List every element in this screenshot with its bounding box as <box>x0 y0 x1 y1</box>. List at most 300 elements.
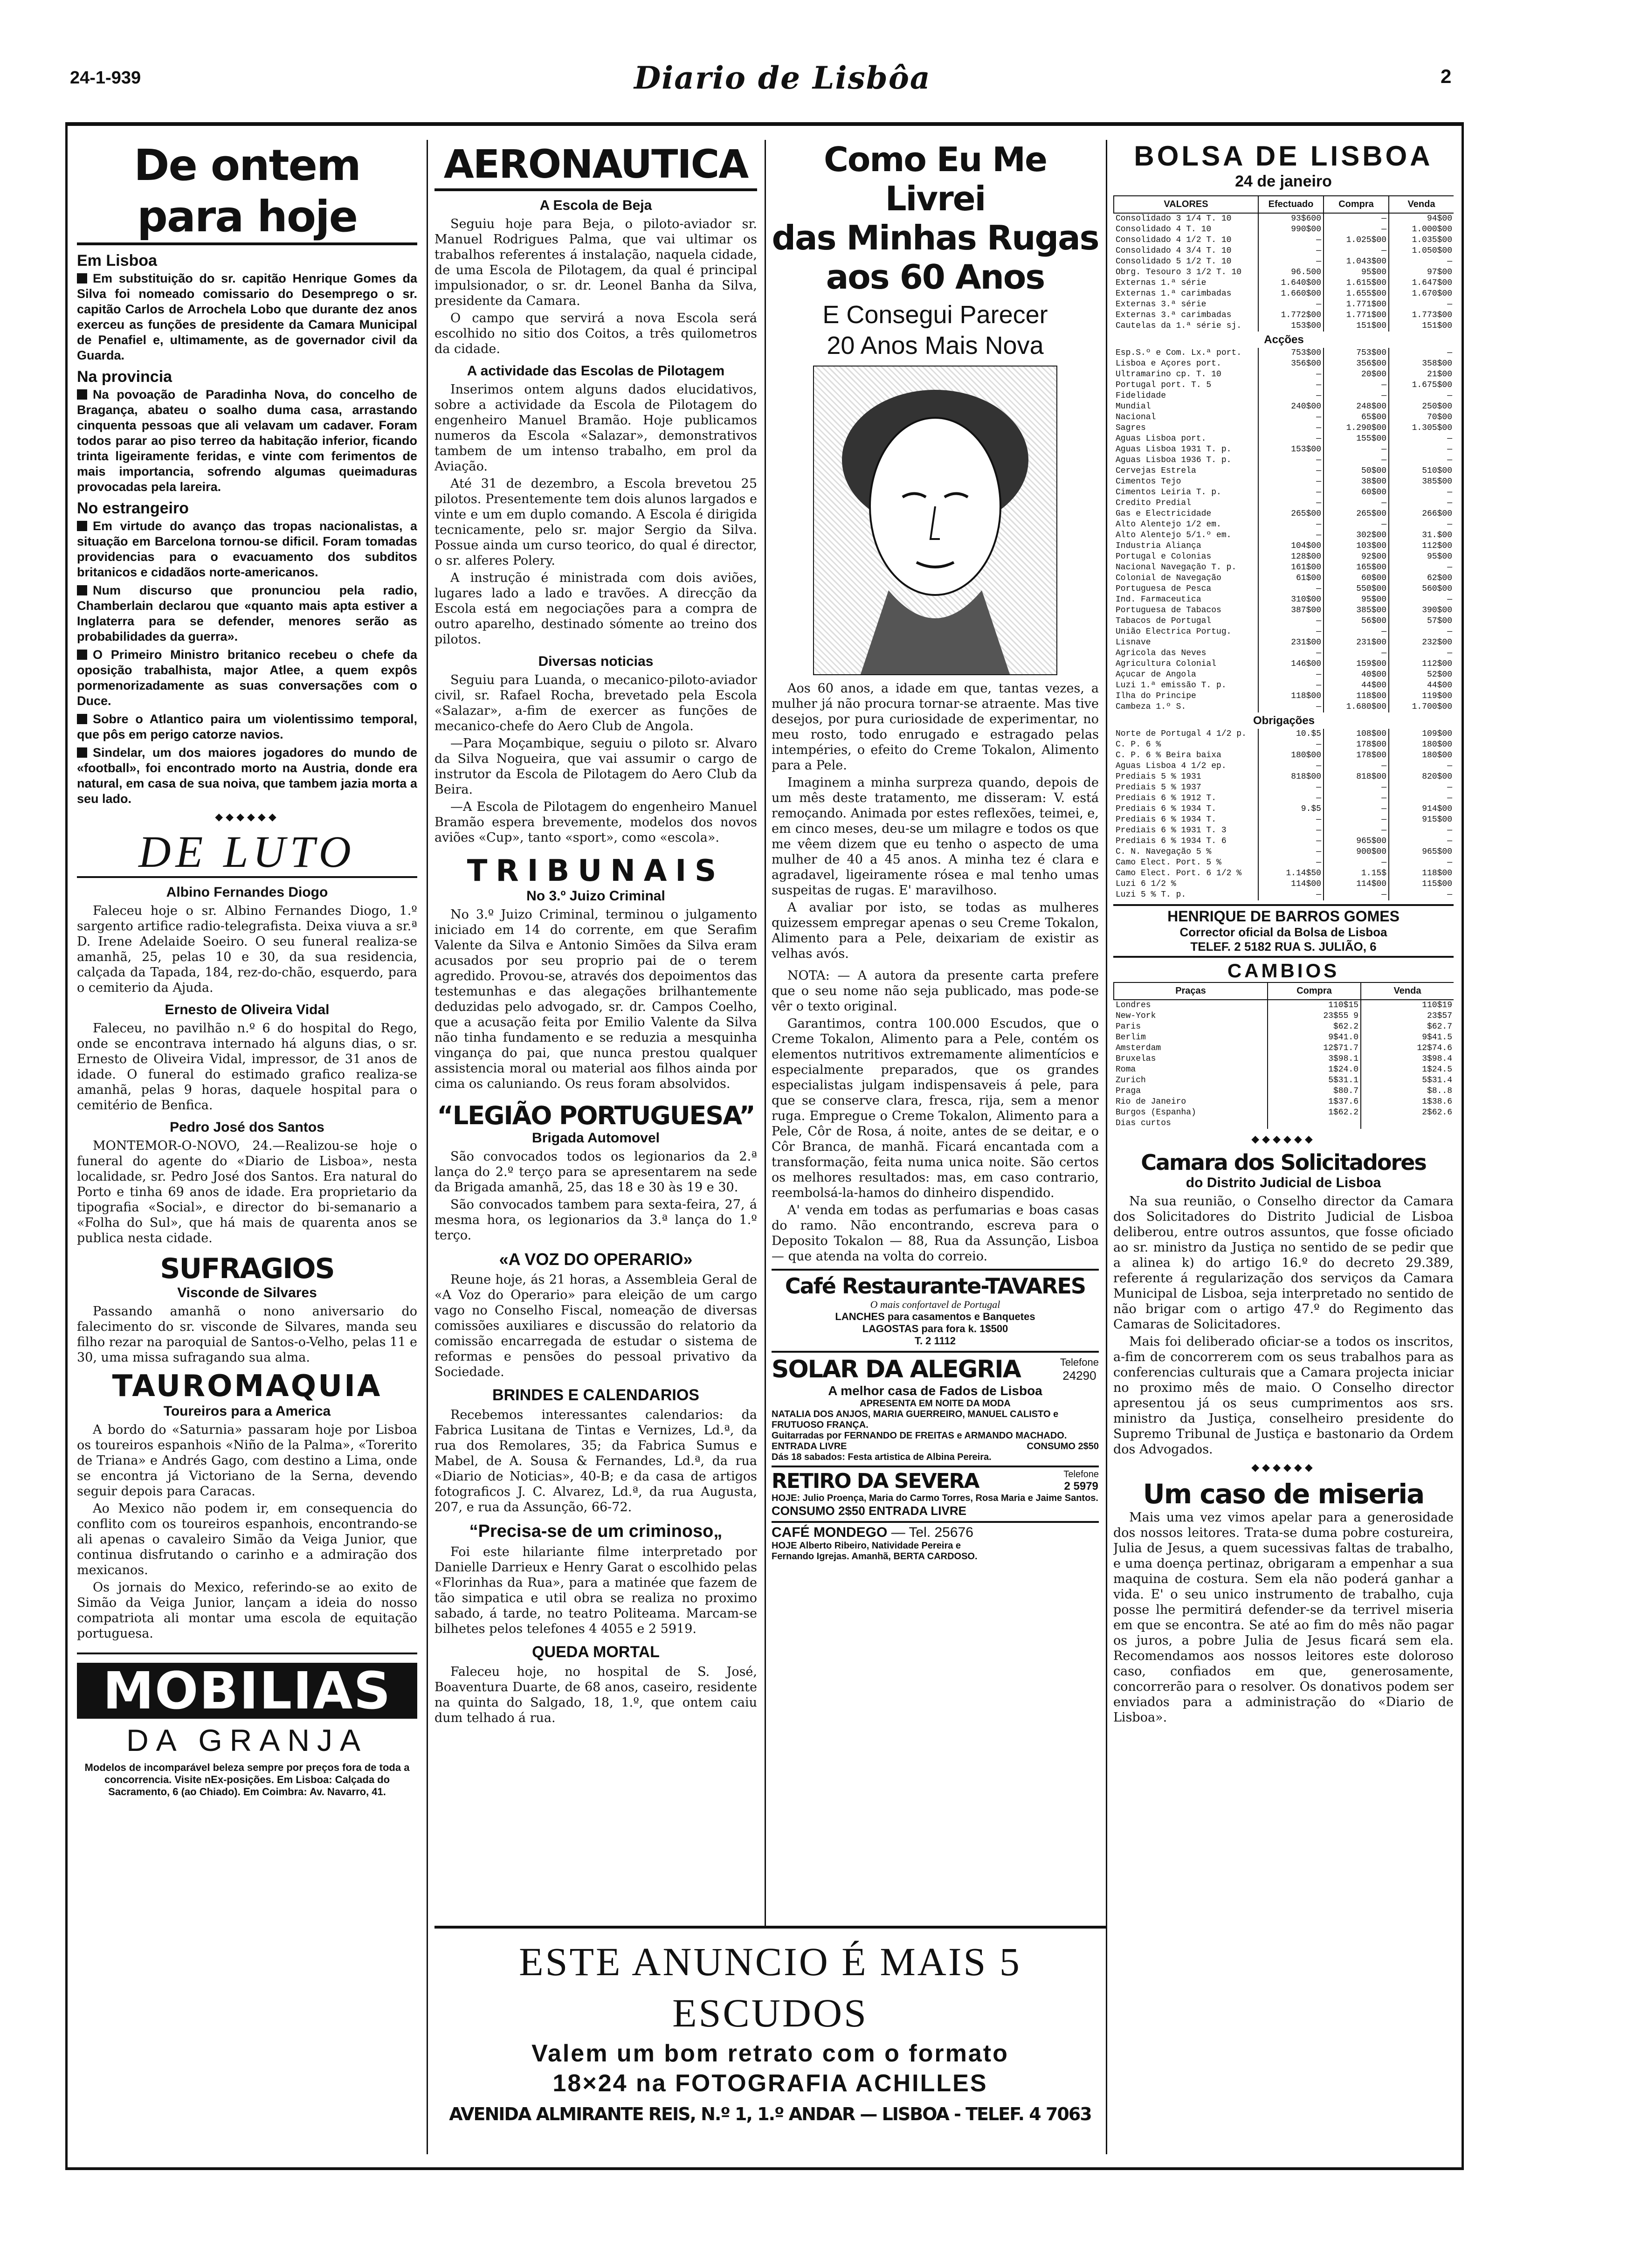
security-name: Zurich <box>1116 1076 1146 1085</box>
security-name: Consolidado 3 1/4 T. 10 <box>1116 214 1232 223</box>
quote-value: — <box>1258 670 1324 680</box>
solicitadores-title: Camara dos Solicitadores <box>1141 1150 1426 1175</box>
quote-value: 178$00 <box>1324 750 1389 761</box>
table-row <box>1114 804 1454 815</box>
quote-value: 356$00 <box>1258 359 1324 369</box>
quote-value: — <box>1258 648 1324 659</box>
quote-value: — <box>1258 455 1324 466</box>
quote-value: 1.615$00 <box>1324 278 1389 289</box>
security-name: New-York <box>1116 1011 1156 1021</box>
bottom-rule <box>65 2167 1464 2170</box>
article-text: —Para Moçambique, seguiu o piloto sr. Alvaro da Silva Nogueira, que vai assumir o cargo de instrutor da Escola de Pilotagem do Aero Club da Beira. <box>434 736 757 797</box>
quote-value: 753$00 <box>1258 348 1324 359</box>
security-name: Paris <box>1116 1022 1141 1031</box>
criminoso-text: Foi este hilariante filme interpretado por Danielle Darrieux e Henry Garat o escolhido pelas «Florinhas da Rua», para a matinée que fazem de tão simpatica e util obra se realiza no proximo sabado, á tarde, no teatro Politeama. Marcam-se bilhetes pelos telefones 4 4055 e 2 5919. <box>434 1545 757 1636</box>
security-name: C. P. 6 % Beira baixa <box>1116 751 1221 760</box>
subhead-diversas: Diversas noticias <box>538 654 654 669</box>
security-name: Alto Alentejo 1/2 em. <box>1116 520 1221 529</box>
quote-value: 165$00 <box>1324 562 1389 573</box>
table-row <box>1114 369 1454 380</box>
article-text: Até 31 de dezembro, a Escola brevetou 25 pilotos. Presentemente tem dois alunos largados e vinte e um em duplo comando. A Escola é dirigida tecnicamente, pelo sr. major Sergio da Silva. Possue ainda um curso teorico, do qual é director, o sr. alferes Polery. <box>434 477 757 568</box>
security-name: Externas 1.ª carimbadas <box>1116 289 1232 298</box>
security-name: Credito Predial <box>1116 498 1192 508</box>
quote-value: — <box>1258 825 1324 836</box>
table-row <box>1114 267 1454 278</box>
banner-line-2: Valem um bom retrato com o formato <box>531 2040 1009 2067</box>
subhead-lisboa: Em Lisboa <box>77 252 157 270</box>
quote-value: 12$74.6 <box>1361 1043 1454 1054</box>
quote-value: 118$00 <box>1389 868 1454 879</box>
security-name: Burgos (Espanha) <box>1116 1108 1196 1117</box>
security-name: Luzi 5 % T. p. <box>1116 890 1186 899</box>
quote-value: 110$19 <box>1361 1000 1454 1011</box>
quote-value: — <box>1389 761 1454 772</box>
quote-value: — <box>1389 836 1454 847</box>
section-title-ontem: De ontem para hoje <box>77 140 417 245</box>
security-name: Norte de Portugal 4 1/2 p. <box>1116 729 1247 739</box>
quote-value: 109$00 <box>1389 729 1454 740</box>
quote-value: 914$00 <box>1389 804 1454 815</box>
luto-title: DE LUTO <box>77 828 417 878</box>
quote-value: — <box>1258 466 1324 477</box>
quote-value: 161$00 <box>1258 562 1324 573</box>
table-row <box>1114 562 1454 573</box>
quote-value: — <box>1324 246 1389 256</box>
tribunais-title: TRIBUNAIS <box>467 854 725 888</box>
quote-value: — <box>1258 246 1324 256</box>
security-name: Prediais 6 % 1934 T. <box>1116 815 1217 824</box>
quote-value: $80.7 <box>1268 1086 1361 1097</box>
quote-value: 60$00 <box>1324 487 1389 498</box>
security-name: Nacional <box>1116 413 1156 422</box>
quote-value: — <box>1258 519 1324 530</box>
quote-value: — <box>1389 595 1454 605</box>
table-row <box>1114 782 1454 793</box>
quote-value: 155$00 <box>1324 434 1389 444</box>
table-row <box>1114 423 1454 434</box>
col-header: VALORES <box>1114 196 1258 213</box>
quote-value: 1.647$00 <box>1389 278 1454 289</box>
security-name: C. P. 6 % <box>1116 740 1161 749</box>
quote-value: — <box>1258 836 1324 847</box>
quote-value: 1.772$00 <box>1258 310 1324 321</box>
security-name: Mundial <box>1116 402 1151 411</box>
left-rule <box>65 122 68 2169</box>
col-divider-1 <box>427 140 428 2154</box>
tavares-subtitle: O mais confortavel de Portugal <box>870 1299 1000 1310</box>
banner-line-3: 18×24 na FOTOGRAFIA ACHILLES <box>552 2070 988 2097</box>
security-name: Fidelidade <box>1116 391 1166 401</box>
cambios-table <box>1113 982 1454 1129</box>
table-row <box>1114 552 1454 562</box>
column-2 <box>434 140 757 1916</box>
table-row <box>1114 573 1454 584</box>
quote-value: 151$00 <box>1324 321 1389 332</box>
quote-value: $62.2 <box>1268 1022 1361 1032</box>
quote-value: 31.$00 <box>1389 530 1454 541</box>
table-row <box>1114 793 1454 804</box>
col-header: Compra <box>1324 196 1389 213</box>
quote-value: 231$00 <box>1258 637 1324 648</box>
quote-value: — <box>1258 857 1324 868</box>
obituary-text: Faleceu hoje o sr. Albino Fernandes Diogo, 1.º sargento artifice radio-telegrafista. Deixa viuva a sr.ª D. Irene Adelaide Soeiro. O seu funeral realiza-se amanhã, 25, pelas 10 e 30, da sua residencia, calçada da Tapada, 184, rez-do-chão, esquerdo, para o cemiterio da Ajuda. <box>77 904 417 995</box>
table-row <box>1114 213 1454 224</box>
quote-value: — <box>1389 627 1454 637</box>
quote-value: — <box>1258 740 1324 750</box>
quote-value: 70$00 <box>1389 412 1454 423</box>
quote-value: 151$00 <box>1389 321 1454 332</box>
quote-value: — <box>1324 444 1389 455</box>
quote-value: 12$71.7 <box>1268 1043 1361 1054</box>
table-row <box>1114 310 1454 321</box>
bolsa-title: BOLSA DE LISBOA <box>1134 140 1433 172</box>
quote-value: 114$00 <box>1324 879 1389 890</box>
security-name: Cervejas Estrela <box>1116 466 1196 476</box>
quote-value: — <box>1389 648 1454 659</box>
quote-value: — <box>1389 519 1454 530</box>
table-row <box>1114 321 1454 332</box>
quote-value: 1.050$00 <box>1389 246 1454 256</box>
quote-value: 103$00 <box>1324 541 1389 552</box>
security-name: Consolidado 4 T. 10 <box>1116 225 1212 234</box>
quote-value: 118$00 <box>1258 691 1324 702</box>
table-row <box>1114 648 1454 659</box>
table-row <box>1114 1075 1454 1086</box>
table-row <box>1114 401 1454 412</box>
quote-value: — <box>1258 815 1324 825</box>
quote-value: 5$31.4 <box>1361 1075 1454 1086</box>
quote-value: 1$24.0 <box>1268 1065 1361 1075</box>
solar-line: Dás 18 sabados: Festa artistica de Albina Pereira. <box>772 1452 992 1462</box>
quote-value: 119$00 <box>1389 691 1454 702</box>
quote-value: 385$00 <box>1389 477 1454 487</box>
quote-value: 97$00 <box>1389 267 1454 278</box>
table-row <box>1114 761 1454 772</box>
quote-value: — <box>1324 391 1389 401</box>
table-row <box>1114 434 1454 444</box>
quote-value: — <box>1258 616 1324 627</box>
quote-value: — <box>1389 498 1454 509</box>
table-row <box>1114 1097 1454 1107</box>
quote-value: — <box>1389 444 1454 455</box>
table-row <box>1114 380 1454 391</box>
table-row <box>1114 224 1454 235</box>
barros-name: HENRIQUE DE BARROS GOMES <box>1167 908 1400 925</box>
page-date: 24-1-939 <box>70 68 141 88</box>
security-name: Prediais 6 % 1931 T. 3 <box>1116 826 1227 835</box>
quote-value: 240$00 <box>1258 401 1324 412</box>
woman-portrait <box>813 366 1057 675</box>
security-name: Consolidado 4 1/2 T. 10 <box>1116 235 1232 245</box>
quote-value: — <box>1389 825 1454 836</box>
table-row <box>1114 477 1454 487</box>
quote-value: — <box>1258 299 1324 310</box>
quote-value: 266$00 <box>1389 509 1454 519</box>
col-header: Efectuado <box>1258 196 1324 213</box>
quote-value: 95$00 <box>1324 595 1389 605</box>
quote-value: 1$24.5 <box>1361 1065 1454 1075</box>
news-item: Num discurso que pronunciou pela radio, Chamberlain declarou que «quanto mais apta estiver a Inglaterra para se defender, menores serão as probabilidades da guerra». <box>77 583 417 643</box>
quote-value: — <box>1258 434 1324 444</box>
security-name: Ind. Farmaceutica <box>1116 595 1201 604</box>
subheadline-line: E Consegui Parecer <box>822 301 1048 329</box>
tokalon-text: A' venda em todas as perfumarias e boas casas do ramo. Não encontrando, escreva para o Deposito Tokalon — 88, Rua da Assunção, Lisboa — que atenda na volta do correio. <box>772 1203 1099 1264</box>
quote-value: — <box>1389 256 1454 267</box>
quote-value: 310$00 <box>1258 595 1324 605</box>
subhead-provincia: Na provincia <box>77 368 172 386</box>
table-row <box>1114 359 1454 369</box>
security-name: Externas 3.ª série <box>1116 300 1207 309</box>
quote-value: 1.660$00 <box>1258 289 1324 299</box>
top-rule <box>65 122 1464 126</box>
table-row <box>1114 670 1454 680</box>
quote-value: 128$00 <box>1258 552 1324 562</box>
quote-value: 358$00 <box>1389 359 1454 369</box>
table-row <box>1114 750 1454 761</box>
tauromaquia-subtitle: Toureiros para a America <box>163 1404 331 1419</box>
quote-value: 118$00 <box>1324 691 1389 702</box>
obituary-name: Albino Fernandes Diogo <box>166 885 328 900</box>
quote-value: 990$00 <box>1258 224 1324 235</box>
col-header: Praças <box>1114 982 1268 1000</box>
aeronautica-title: AERONAUTICA <box>434 140 757 191</box>
accoes-label: Acções <box>1264 333 1304 346</box>
mondego-phone: — Tel. 25676 <box>891 1525 973 1540</box>
quote-value: — <box>1324 213 1389 224</box>
table-row <box>1114 509 1454 519</box>
quote-value: 550$00 <box>1324 584 1389 595</box>
legiao-text: São convocados todos os legionarios da 2.ª lança do 2.º terço para se apresentarem na sede da Brigada amanhã, 25, das 18 e 30 às 19 e 30. <box>434 1149 757 1195</box>
quote-value: 112$00 <box>1389 659 1454 670</box>
quote-value: 21$00 <box>1389 369 1454 380</box>
table-row <box>1114 348 1454 359</box>
quote-value: 231$00 <box>1324 637 1389 648</box>
quote-value: 1$38.6 <box>1361 1097 1454 1107</box>
solicitadores-text: Na sua reunião, o Conselho director da Camara dos Solicitadores do Distrito Judicial de Lisboa deliberou, entre outros assuntos, que fosse oficiado ao sr. ministro da Justiça no sentido de se pedir que a alinea k) do artigo 16.º do decreto 29.389, referente á regularização dos serviços da Camara Municipal de Lisboa, seja interpretado no sentido de não brigar com o artigo 47.º do Regimento das Camaras de Solicitadores. <box>1113 1194 1454 1332</box>
quote-value: — <box>1389 487 1454 498</box>
retiro-line: CONSUMO 2$50 ENTRADA LIVRE <box>772 1504 966 1518</box>
solar-entrada: ENTRADA LIVRE <box>772 1441 847 1452</box>
quote-value: — <box>1389 562 1454 573</box>
mondego-line: Fernando Igrejas. Amanhã, BERTA CARDOSO. <box>772 1551 978 1562</box>
solicitadores-subtitle: do Distrito Judicial de Lisboa <box>1186 1175 1381 1190</box>
quote-value: 115$00 <box>1389 879 1454 890</box>
security-name: Cimentos Leiria T. p. <box>1116 488 1221 497</box>
tavares-line: LANCHES para casamentos e Banquetes <box>835 1311 1035 1322</box>
security-name: Esp.S.º e Com. Lx.ª port. <box>1116 348 1242 358</box>
quote-value: — <box>1258 890 1324 900</box>
right-rule <box>1462 122 1464 2169</box>
table-row <box>1114 412 1454 423</box>
solar-title: SOLAR DA ALEGRIA <box>772 1355 1020 1383</box>
retiro-ad <box>772 1466 1099 1518</box>
quote-value: — <box>1324 857 1389 868</box>
table-row <box>1114 815 1454 825</box>
table-row <box>1114 740 1454 750</box>
mondego-line: HOJE Alberto Ribeiro, Natividade Pereira e <box>772 1541 961 1551</box>
solar-line: NATALIA DOS ANJOS, MARIA GUERREIRO, MANUEL CALISTO e FRUTUOSO FRANÇA. <box>772 1409 1059 1430</box>
obrigacoes-label: Obrigações <box>1253 714 1315 727</box>
table-row <box>1114 890 1454 900</box>
tokalon-nota: NOTA: — A autora da presente carta prefere que o seu nome não seja publicado, mas pode-se vêr o texto original. <box>772 968 1099 1014</box>
mobilias-subtitle: DA GRANJA <box>126 1723 368 1757</box>
security-name: Lisboa e Açores port. <box>1116 359 1221 368</box>
quote-value: 1.680$00 <box>1324 702 1389 712</box>
tokalon-text: A avaliar por isto, se todas as mulheres quizessem empregar apenas o seu Creme Tokalon, Alimento para a Pele, deixariam de existir as velhas avós. <box>772 900 1099 961</box>
obituary-name: Ernesto de Oliveira Vidal <box>165 1002 330 1017</box>
quote-value: $8..8 <box>1361 1086 1454 1097</box>
quote-value: 390$00 <box>1389 605 1454 616</box>
headline-line: Como Eu Me Livrei <box>824 140 1047 218</box>
security-name: Portuguesa de Pesca <box>1116 584 1212 594</box>
quote-value: 10.$5 <box>1258 729 1324 740</box>
security-name: Obrg. Tesouro 3 1/2 T. 10 <box>1116 268 1242 277</box>
solar-line: APRESENTA EM NOITE DA MODA <box>860 1398 1011 1409</box>
security-name: Externas 3.ª carimbadas <box>1116 311 1232 320</box>
quote-value: 1.043$00 <box>1324 256 1389 267</box>
quote-value: 104$00 <box>1258 541 1324 552</box>
security-name: Alto Alentejo 5/1.º em. <box>1116 531 1232 540</box>
tavares-line: LAGOSTAS para fora k. 1$500 <box>862 1323 1008 1335</box>
banner-line-4: AVENIDA ALMIRANTE REIS, N.º 1, 1.º ANDAR — LISBOA - TELEF. 4 7063 <box>449 2104 1091 2124</box>
quote-value: 818$00 <box>1324 772 1389 782</box>
quote-value: 250$00 <box>1389 401 1454 412</box>
quote-value: — <box>1258 235 1324 246</box>
table-row <box>1114 256 1454 267</box>
quote-value: — <box>1258 391 1324 401</box>
quote-value: 1$37.6 <box>1268 1097 1361 1107</box>
tokalon-headline <box>772 140 1099 297</box>
table-row <box>1114 530 1454 541</box>
quote-value: 3$98.4 <box>1361 1054 1454 1065</box>
table-row <box>1114 847 1454 857</box>
tauromaquia-text: A bordo do «Saturnia» passaram hoje por Lisboa os toureiros espanhois «Niño de la Palma», «Torerito de Triana» e Andrés Gago, com destino a Lima, onde se encontra já Victoriano de la Serna, devendo seguir depois para Caracas. <box>77 1423 417 1499</box>
quote-value: 61$00 <box>1258 573 1324 584</box>
column-1 <box>77 140 417 2159</box>
table-row <box>1114 857 1454 868</box>
quote-value: 5$31.1 <box>1268 1075 1361 1086</box>
quote-value: 110$15 <box>1268 1000 1361 1011</box>
table-row <box>1114 1086 1454 1097</box>
legiao-subtitle: Brigada Automovel <box>532 1130 660 1146</box>
security-name: Aguas Lisboa 1931 T. p. <box>1116 445 1232 454</box>
tokalon-text: Imaginem a minha surpreza quando, depois de um mês deste tratamento, me disseram: V. está remoçando. Animada por estes reflexões, teimei, e, em cinco meses, deu-se um milagre e todos os que me vêem dizem que eu tenho o aspecto de uma mulher de 40 a 45 anos. A minha tez é clara e agradavel, ligeiramente rósea e mal tenho umas suspeitas de rugas. E' maravilhoso. <box>772 775 1099 898</box>
col-header: Venda <box>1389 196 1454 213</box>
cambios-extra: Dias curtos <box>1116 1119 1171 1128</box>
quote-value: — <box>1258 680 1324 691</box>
quote-value: 93$600 <box>1258 213 1324 224</box>
news-item: Na povoação de Paradinha Nova, do concelho de Bragança, abateu o soalho duma casa, arrastando cinquenta pessoas que ali velavam um cadaver. Foram todos parar ao piso terreo da habitação inferior, ficando trinta ligeiramente feridas, e vinte com ferimentos de mais importancia, sofrendo algumas queimaduras provocadas pela lareira. <box>77 387 417 494</box>
security-name: Prediais 6 % 1934 T. 6 <box>1116 837 1227 846</box>
table-row <box>1114 498 1454 509</box>
quote-value: 65$00 <box>1324 412 1389 423</box>
quote-value: 114$00 <box>1258 879 1324 890</box>
security-name: Camo Elect. Port. 6 1/2 % <box>1116 869 1242 878</box>
quote-value: 387$00 <box>1258 605 1324 616</box>
quote-value: — <box>1258 627 1324 637</box>
tribunais-subtitle: No 3.º Juizo Criminal <box>526 888 665 904</box>
mobilias-text: Modelos de incomparável beleza sempre por preços fora de toda a concorrencia. Visite nEx-posições. Em Lisboa: Calçada do Sacramento, 6 (ao Chiado). Em Coimbra: Av. Navarro, 41. <box>84 1762 410 1798</box>
table-row <box>1114 772 1454 782</box>
sufragios-title: SUFRAGIOS <box>160 1252 334 1285</box>
security-name: Sagres <box>1116 423 1146 433</box>
article-text: Inserimos ontem alguns dados elucidativos, sobre a actividade da Escola de Pilotagem do engenheiro Manuel Bramão. Hoje publicamos numeros da Escola «Salazar», demonstrativos tambem de um intenso trabalho, em prol da Aviação. <box>434 382 757 474</box>
table-row <box>1114 391 1454 401</box>
security-name: Bruxelas <box>1116 1054 1156 1064</box>
quote-value: $62.7 <box>1361 1022 1454 1032</box>
article-text: Seguiu hoje para Beja, o piloto-aviador sr. Manuel Rodrigues Palma, que vai ultimar os trabalhos referentes á instalação, naquela cidade, de uma Escola de Pilotagem, da qual é principal impulsionador, o sr. dr. Leonel Banha da Silva, presidente da Camara. <box>434 217 757 308</box>
mobilias-logo: MOBILIAS <box>77 1663 417 1719</box>
security-name: Tabacos de Portugal <box>1116 616 1212 626</box>
quote-value: 1.771$00 <box>1324 310 1389 321</box>
quote-value: 1.14$50 <box>1258 868 1324 879</box>
quote-value: 1.771$00 <box>1324 299 1389 310</box>
security-name: Consolidado 4 3/4 T. 10 <box>1116 246 1232 256</box>
quote-value: — <box>1389 455 1454 466</box>
quote-value: — <box>1258 761 1324 772</box>
news-item: Em substituição do sr. capitão Henrique Gomes da Silva foi nomeado comissario do Desemprego o sr. capitão Carlos de Arrochela Lobo que durante dez anos exerceu as funções de presidente da Camara Municipal de Penafiel e, ultimamente, as de governador civil da Guarda. <box>77 271 417 362</box>
criminoso-title: “Precisa-se de um criminoso„ <box>469 1521 723 1541</box>
security-name: Cautelas da 1.ª série sj. <box>1116 321 1242 331</box>
quote-value: 3$98.1 <box>1268 1054 1361 1065</box>
ornament-divider: ◆◆◆◆◆◆ <box>1251 1134 1316 1145</box>
tauromaquia-title: TAUROMAQUIA <box>112 1369 382 1404</box>
quote-value: 9$41.5 <box>1361 1032 1454 1043</box>
table-row <box>1114 836 1454 847</box>
quote-value: 108$00 <box>1324 729 1389 740</box>
quote-value: 153$00 <box>1258 444 1324 455</box>
subhead-actividade: A actividade das Escolas de Pilotagem <box>467 363 725 379</box>
tokalon-text: Garantimos, contra 100.000 Escudos, que o Creme Tokalon, Alimento para a Pele, contém os elementos nutritivos extremamente alimentícios e especialmente preparados, que os grandes especialistas julgam indispensaveis á pele, para que se conserve clara, fresca, rija, sem a menor ruga. Empregue o Creme Tokalon, Alimento para a Pele, Côr de Rosa, á noite, antes de se deitar, e o Côr Branca, de manhã. Ficará encantada com a transformação, feita numa unica noite. São certos os melhores resultados: mas, em caso contrario, reembolsá-la-hamos do dinheiro dispendido. <box>772 1016 1099 1200</box>
quote-value: 1.15$ <box>1324 868 1389 879</box>
security-name: Prediais 6 % 1912 T. <box>1116 794 1217 803</box>
quote-value: — <box>1389 857 1454 868</box>
banner-line-1: ESTE ANUNCIO É MAIS 5 ESCUDOS <box>519 1939 1021 2035</box>
col-header: Compra <box>1268 982 1361 1000</box>
security-name: Gas e Electricidade <box>1116 509 1212 519</box>
legiao-title: “LEGIÃO PORTUGUESA” <box>437 1101 755 1130</box>
article-text: —A Escola de Pilotagem do engenheiro Manuel Bramão espera brevemente, modelos dos novos aviões «Cup», tanto «sport», como «escola». <box>434 800 757 845</box>
quote-value: — <box>1258 793 1324 804</box>
security-name: Cimentos Tejo <box>1116 477 1181 486</box>
quote-value: — <box>1324 825 1389 836</box>
quote-value: 302$00 <box>1324 530 1389 541</box>
quote-value: — <box>1258 423 1324 434</box>
quote-value: 62$00 <box>1389 573 1454 584</box>
quote-value: 153$00 <box>1258 321 1324 332</box>
portrait-sketch <box>814 366 1056 674</box>
quote-value: 1.640$00 <box>1258 278 1324 289</box>
quote-value: — <box>1324 455 1389 466</box>
quote-value: 56$00 <box>1324 616 1389 627</box>
quote-value: — <box>1324 627 1389 637</box>
quote-value: — <box>1258 477 1324 487</box>
table-row <box>1114 702 1454 712</box>
table-row <box>1114 444 1454 455</box>
quote-value: 20$00 <box>1324 369 1389 380</box>
quote-value: 95$00 <box>1389 552 1454 562</box>
table-row <box>1114 487 1454 498</box>
news-item: Sindelar, um dos maiores jogadores do mundo de «football», foi encontrado morto na Austria, donde era natural, em casa de sua noiva, que tambem jazia morta a seu lado. <box>77 746 417 806</box>
security-name: Consolidado 5 1/2 T. 10 <box>1116 257 1232 266</box>
security-name: Ultramarino cp. T. 10 <box>1116 370 1221 379</box>
table-row <box>1114 1032 1454 1043</box>
security-name: Agricultura Colonial <box>1116 659 1217 669</box>
solar-consumo: CONSUMO 2$50 <box>1027 1441 1099 1452</box>
security-name: Aguas Lisboa 1936 T. p. <box>1116 456 1232 465</box>
security-name: Externas 1.ª série <box>1116 278 1207 288</box>
quote-value: 1.025$00 <box>1324 235 1389 246</box>
